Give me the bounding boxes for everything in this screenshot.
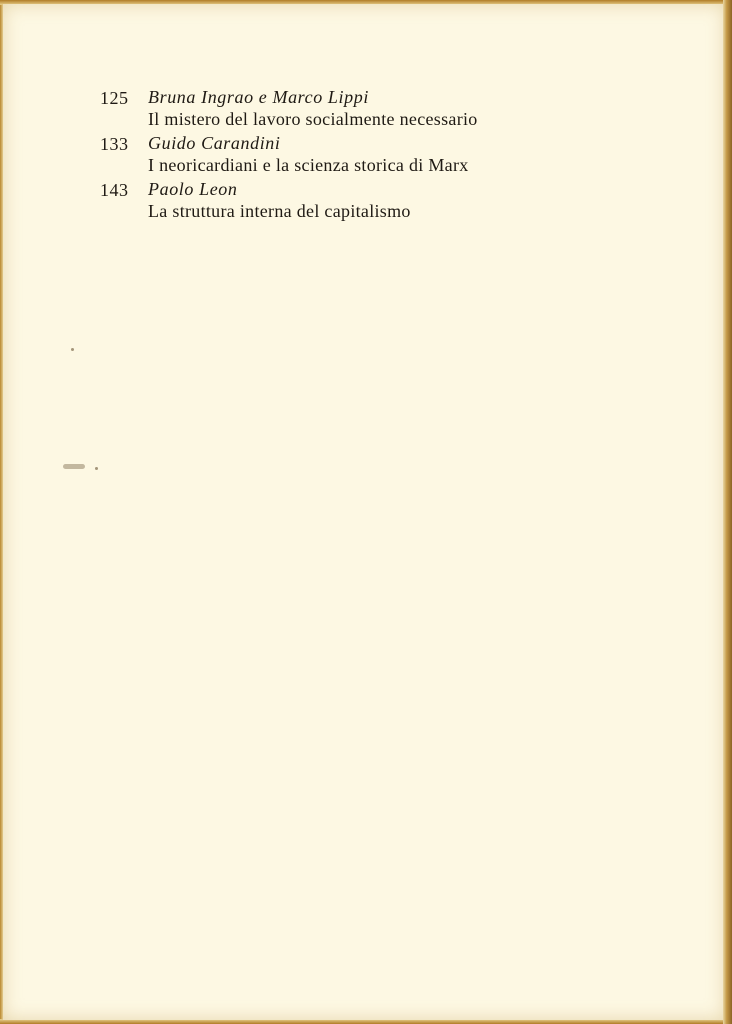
paper-smudge — [63, 464, 85, 469]
toc-title: Il mistero del lavoro socialmente necessario — [148, 109, 478, 129]
toc-author: Paolo Leon — [148, 179, 238, 199]
toc-title: I neoricardiani e la scienza storica di Marx — [148, 155, 469, 175]
toc-page-number: 143 — [100, 180, 129, 200]
toc-entry-text — [148, 132, 469, 177]
toc-page-number: 133 — [100, 134, 129, 154]
toc-author: Bruna Ingrao e Marco Lippi — [148, 87, 369, 107]
toc-entry-text — [148, 86, 478, 131]
table-of-contents — [100, 86, 478, 224]
toc-entry-text — [148, 178, 411, 223]
toc-entry — [100, 86, 478, 131]
page-right-edge — [723, 0, 732, 1024]
toc-entry — [100, 178, 478, 223]
paper-speck — [95, 467, 98, 470]
toc-page-number: 125 — [100, 88, 129, 108]
toc-title: La struttura interna del capitalismo — [148, 201, 411, 221]
toc-entry — [100, 132, 478, 177]
toc-author: Guido Carandini — [148, 133, 281, 153]
paper-speck — [71, 348, 74, 351]
